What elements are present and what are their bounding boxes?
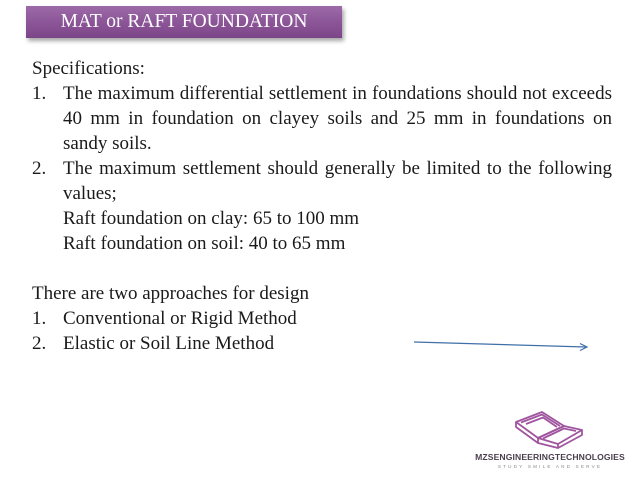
- spec-item-1: [32, 81, 612, 156]
- company-logo: [470, 404, 630, 472]
- spec-item-2: [32, 156, 612, 206]
- approach-item-2-number: 2.: [32, 333, 47, 354]
- spacer: [32, 256, 612, 281]
- approach-item-1-number: 1.: [32, 308, 47, 329]
- approaches-heading: There are two approaches for design: [32, 283, 309, 304]
- arrow-right-icon: [410, 336, 594, 356]
- spec-item-2-sub-clay: Raft foundation on clay: 65 to 100 mm: [63, 208, 360, 229]
- spec-item-1-number: 1.: [32, 83, 47, 104]
- spec-item-2-number: 2.: [32, 158, 47, 179]
- spec-item-2-text: The maximum settlement should generally be limited to the following values;: [63, 158, 612, 204]
- slide-content: [32, 56, 612, 356]
- approach-item-1-text: Conventional or Rigid Method: [63, 308, 297, 329]
- specifications-heading: Specifications:: [32, 58, 145, 79]
- approach-item-2-text: Elastic or Soil Line Method: [63, 333, 275, 354]
- logo-name: MZSENGINEERINGTECHNOLOGIES: [475, 452, 625, 462]
- open-book-icon: [512, 404, 586, 450]
- logo-tagline: STUDY SMILE AND SERVE: [497, 464, 603, 469]
- spec-item-1-text: The maximum differential settlement in foundations should not exceeds 40 mm in foundation on clayey soils and 25 mm in foundations on sandy soils.: [63, 83, 612, 154]
- approach-item-1: [32, 306, 612, 331]
- slide-title: MAT or RAFT FOUNDATION: [26, 6, 342, 38]
- spec-item-2-sub-soil: Raft foundation on soil: 40 to 65 mm: [63, 233, 346, 254]
